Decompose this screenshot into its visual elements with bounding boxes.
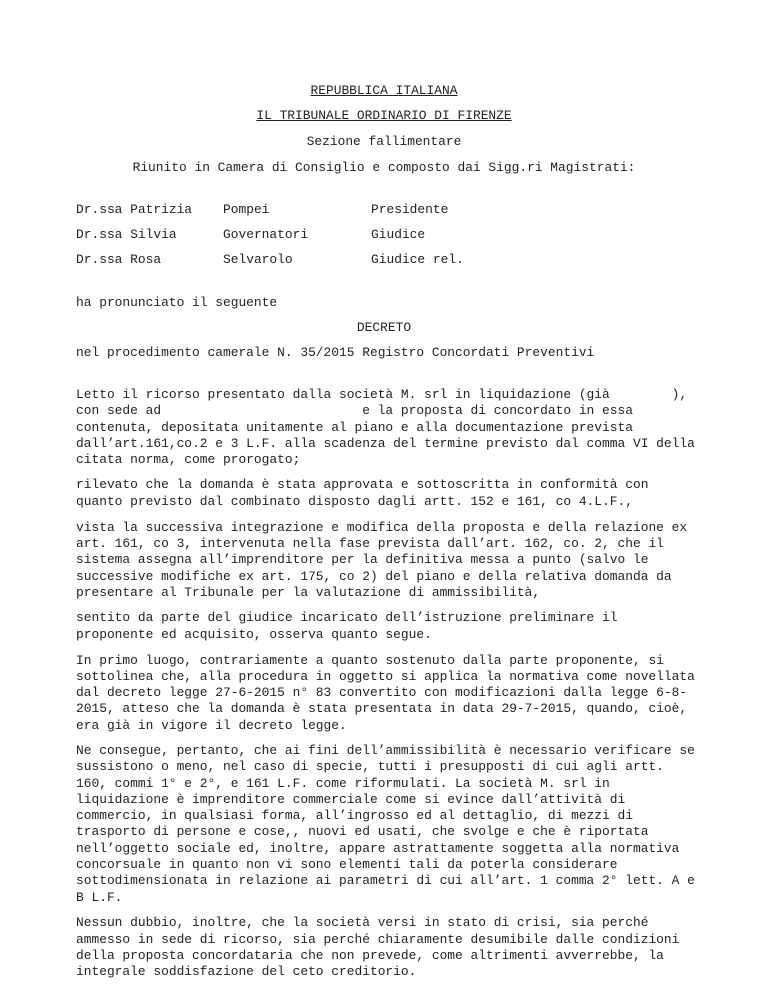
paragraph-letto: Letto il ricorso presentato dalla società M. srl in liquidazione (già ), con sede ad e la proposta di concordato in essa contenuta, depositata unitamente al piano e alla documentazione prevista dall’art.161,co.2 e 3 L.F. alla scadenza del termine previsto dal comma VI della citata norma, come prorogato; xyxy=(76,387,695,468)
section-heading: Sezione fallimentare xyxy=(306,134,462,149)
judge-role: Presidente xyxy=(371,202,449,217)
procedure-line: nel procedimento camerale N. 35/2015 Registro Concordati Preventivi xyxy=(76,345,595,360)
paragraph-vista: vista la successiva integrazione e modifica della proposta e della relazione ex art. 161, co 3, intervenuta nella fase prevista dall’art. 162, co. 2, che il sistema assegna all’imprenditore per la definitiva messa a punto (salvo le successive modifiche ex art. 175, co 2) del piano e della relativa domanda da presentare al Tribunale per la valutazione di ammissibilità, xyxy=(76,519,688,600)
composition-line: Riunito in Camera di Consiglio e composto dai Sigg.ri Magistrati: xyxy=(132,160,636,175)
paragraph-in-primo-luogo: In primo luogo, contrariamente a quanto sostenuto dalla parte proponente, si sottolinea che, alla procedura in oggetto si applica la normativa come novellata dal decreto legge 27-6-2015 n° 83 convertito con modificazioni dalla legge 6-8- 2015, atteso che la domanda è stata presentata in data 29-7-2015, quando, cioè, era già in vigore il decreto legge. xyxy=(76,652,695,733)
judge-surname: Governatori xyxy=(223,227,309,242)
pronounced-line: ha pronunciato il seguente xyxy=(76,295,278,310)
judge-surname: Selvarolo xyxy=(223,252,293,267)
court-heading: IL TRIBUNALE ORDINARIO DI FIRENZE xyxy=(256,108,512,123)
paragraph-ne-consegue: Ne consegue, pertanto, che ai fini dell’ammissibilità è necessario verificare se sussistono o meno, nel caso di specie, tutti i presupposti di cui agli artt. 160, commi 1° e 2°, e 161 L.F. come riformulati. La società M. srl in liquidazione è imprenditore commerciale come si evince dall’attività di commercio, in qualsiasi forma, all’ingrosso ed al dettaglio, di mezzi di trasporto di persone e cose,, nuovi ed usati, che svolge e che è riportata nell’oggetto sociale ed, inoltre, appare astrattamente soggetta alla normativa concorsuale in quanto non vi sono elementi tali da poterla considerare sottodimensionata in relazione ai parametri di cui all’art. 1 comma 2° lett. A e B L.F. xyxy=(76,743,695,905)
republic-heading: REPUBBLICA ITALIANA xyxy=(310,83,458,98)
paragraph-nessun-dubbio: Nessun dubbio, inoltre, che la società versi in stato di crisi, sia perché ammesso in sede di ricorso, sia perché chiaramente desumibile dalle condizioni della proposta concordataria che non prevede, come altrimenti avverrebbe, la integrale soddisfazione del ceto creditorio. xyxy=(76,915,680,980)
paragraph-rilevato: rilevato che la domanda è stata approvata e sottoscritta in conformità con quanto previsto dal combinato disposto dagli artt. 152 e 161, co 4.L.F., xyxy=(76,477,649,509)
judge-role: Giudice xyxy=(371,227,426,242)
judge-surname: Pompei xyxy=(223,202,270,217)
judge-name: Dr.ssa Patrizia xyxy=(76,202,193,217)
judge-name: Dr.ssa Rosa xyxy=(76,252,162,267)
paragraph-sentito: sentito da parte del giudice incaricato dell’istruzione preliminare il proponente ed acquisito, osserva quanto segue. xyxy=(76,610,618,642)
judge-name: Dr.ssa Silvia xyxy=(76,227,177,242)
judge-role: Giudice rel. xyxy=(371,252,464,267)
decree-title: DECRETO xyxy=(356,320,412,335)
